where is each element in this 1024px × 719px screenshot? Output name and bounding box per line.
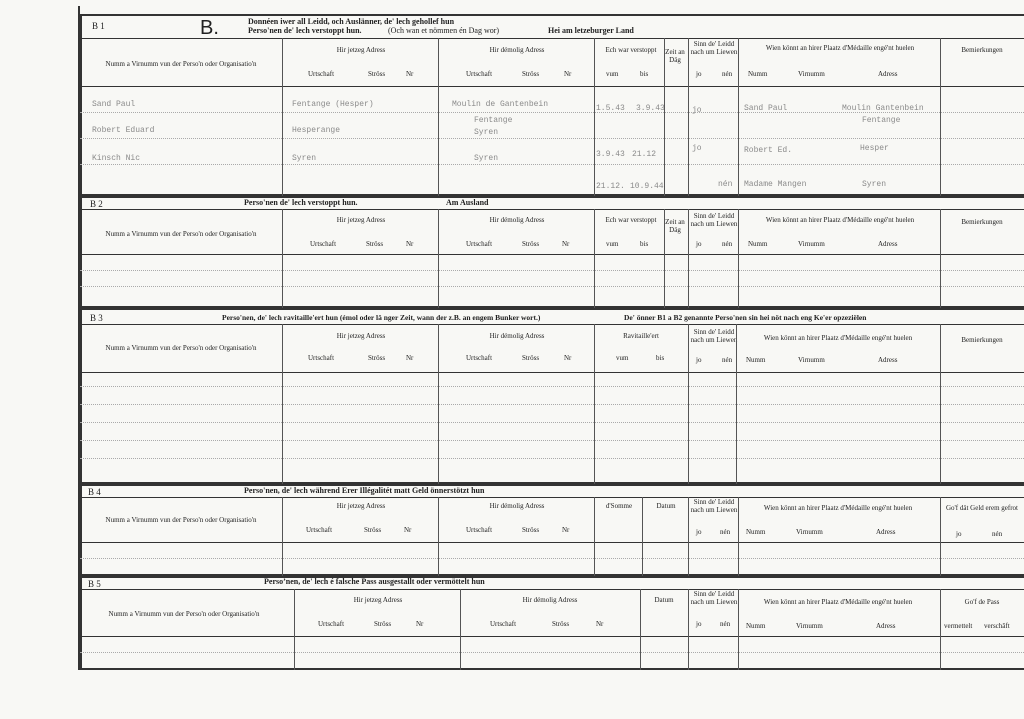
b2-header-days: Zeit an Däg (665, 218, 685, 234)
b4-header-money-yes: jo (956, 530, 962, 538)
b1-row4-old: Syren (474, 154, 499, 163)
b1-title-line1: Donnéen iwer all Leidd, och Auslänner, de' lech gehollef hun (248, 17, 455, 26)
b5-header-name: Numm a Virnumm vun der Perso'n oder Organisatio'n (108, 610, 260, 618)
b2-region: Am Ausland (446, 198, 489, 207)
b5-header-date: Datum (654, 596, 674, 604)
b1-title-note: (Och wan et nömmen én Dag wor) (388, 26, 500, 35)
b5-col-line (738, 589, 739, 670)
b4-header-m-address: Adress (876, 528, 896, 536)
b4-col-line (688, 497, 689, 576)
b4-header-old: Hir démolig Adress (489, 502, 545, 510)
b1-row-line (80, 112, 1024, 113)
b5-header-m-firstname: Virnumm (796, 622, 823, 630)
b3-row-line (80, 404, 1024, 405)
b5-code: B 5 (88, 579, 101, 589)
b4-header-street: Ströss (364, 526, 382, 534)
b1-title-region: Hei am letzeburger Land (548, 26, 634, 35)
b2-col-line (594, 209, 595, 308)
b1-row5-medal-name: Madame Mangen (744, 180, 807, 189)
b3-header-rule (80, 372, 1024, 373)
b1-header-no: nén (722, 70, 733, 78)
b1-row1-from: 1.5.43 (596, 104, 625, 113)
b1-row4-current: Syren (292, 154, 317, 163)
b1-header-days: Zeit an Däg (665, 48, 685, 64)
b1-col-line (940, 38, 941, 196)
b2-header-nr: Nr (406, 240, 414, 248)
b1-row4-from: 3.9.43 (596, 150, 625, 159)
b1-row4-to: 21.12 (632, 150, 657, 159)
b1-row1-yes: jo (692, 106, 702, 115)
b3-header-suffered: Sinn de' Leidd nach um Liewen (690, 328, 738, 344)
b4-header-name: Numm a Virnumm vun der Perso'n oder Organisatio'n (105, 516, 257, 524)
b1-header-medal: Wien könnt an hirer Plaatz d'Médaille engé'nt huelen (765, 44, 915, 52)
b1-header-m-address: Adress (878, 70, 898, 78)
b5-header-old-street: Ströss (552, 620, 570, 628)
b5-header-pass: Go'f de Pass (964, 598, 1000, 606)
b4-col-line (738, 497, 739, 576)
b5-col-line (294, 589, 295, 670)
b4-title: Perso'nen, de' lech während Erer Illégalitét matt Geld önnerstötzt hun (244, 486, 485, 495)
b1-letter: B. (200, 17, 219, 39)
b1-header-old-town: Urtschaft (466, 70, 493, 78)
b2-title-rule (80, 209, 1024, 210)
b2-header-hid: Ech war verstoppt (605, 216, 657, 224)
b3-header-town: Urtschaft (308, 354, 335, 362)
b5-header-current: Hir jetzeg Adress (353, 596, 403, 604)
b4-header-old-nr: Nr (562, 526, 570, 534)
b1-row1-current: Fentange (Hesper) (292, 100, 374, 109)
b2-col-line (688, 209, 689, 308)
b2-header-name: Numm a Virnumm vun der Perso'n oder Organisatio'n (105, 230, 257, 238)
b4-header-sum: d'Somme (605, 502, 633, 510)
b4-col-line (282, 497, 283, 576)
b2-code: B 2 (90, 199, 103, 209)
b2-col-line (738, 209, 739, 308)
b5-col-line (688, 589, 689, 670)
b1-row1-medal-address: Moulin Gantenbein (842, 104, 924, 113)
b3-header-old-town: Urtschaft (466, 354, 493, 362)
b2-title: Perso'nen de' lech verstoppt hun. (244, 198, 358, 207)
b1-code: B 1 (92, 21, 105, 31)
b5-header-m-name: Numm (746, 622, 766, 630)
b3-header-m-address: Adress (878, 356, 898, 364)
b5-header-yes: jo (696, 620, 702, 628)
b2-header-yes: jo (696, 240, 702, 248)
b3-header-supplied: Ravitaille'ert (623, 332, 659, 340)
b1-title-rule (80, 38, 1024, 39)
b1-header-old-street: Ströss (522, 70, 540, 78)
b1-col-line (282, 38, 283, 196)
b2-header-town: Urtschaft (310, 240, 337, 248)
b4-header-current: Hir jetzeg Adress (336, 502, 386, 510)
b4-header-money-no: nén (992, 530, 1003, 538)
b2-header-rule (80, 254, 1024, 255)
b2-header-old-nr: Nr (562, 240, 570, 248)
b1-header-rule (80, 86, 1024, 87)
b3-header-to: bis (656, 354, 665, 362)
b2-header-remarks: Bemierkungen (961, 218, 1003, 226)
b3-header-m-name: Numm (746, 356, 766, 364)
b3-header-nr: Nr (406, 354, 414, 362)
b1-title-line2: Perso'nen de' lech verstoppt hun. (248, 26, 362, 35)
b5-title: Persoʼnen, de' lech é falsche Pass ausgestallt oder vermöttelt hun (264, 577, 485, 586)
b3-header-old: Hir démolig Adress (489, 332, 545, 340)
b5-header-no: nén (720, 620, 731, 628)
b2-row-line (80, 270, 1024, 271)
b1-header-old: Hir démolig Adress (489, 46, 545, 54)
b1-row3-current: Hesperange (292, 126, 341, 135)
b5-header-old-town: Urtschaft (490, 620, 517, 628)
b1-row5-no: nén (718, 180, 733, 189)
b2-header-m-address: Adress (878, 240, 898, 248)
b3-row-line (80, 422, 1024, 423)
b2-row-line (80, 286, 1024, 287)
b4-code: B 4 (88, 487, 101, 497)
b2-header-from: vum (606, 240, 619, 248)
b3-header-old-nr: Nr (564, 354, 572, 362)
b3-header-yes: jo (696, 356, 702, 364)
b4-title-rule (80, 497, 1024, 498)
b1-col-line (438, 38, 439, 196)
b1-row-line (80, 164, 1024, 165)
b1-col-line (738, 38, 739, 196)
b3-header-old-street: Ströss (522, 354, 540, 362)
b1-col-line (688, 38, 689, 196)
b4-col-line (940, 497, 941, 576)
b3-title: Perso'nen, de' lech ravitaille'ert hun (émol oder lä nger Zeit, wann der z.B. an engem Bunker wort.) (222, 313, 541, 322)
b2-col-line (664, 209, 665, 308)
b5-header-suffered: Sinn de' Leidd nach um Liewen (690, 590, 738, 606)
b1-header-town: Urtschaft (308, 70, 335, 78)
b1-row5-from: 21.12. (596, 182, 625, 191)
b1-header-current: Hir jetzeg Adress (336, 46, 386, 54)
b3-header-no: nén (722, 356, 733, 364)
b4-header-nr: Nr (404, 526, 412, 534)
b2-header-old: Hir démolig Adress (489, 216, 545, 224)
b4-col-line (594, 497, 595, 576)
b1-row1-name: Sand Paul (92, 100, 136, 109)
b5-header-pass-yes: vermettelt (944, 622, 973, 630)
b1-header-old-nr: Nr (564, 70, 572, 78)
b4-header-old-town: Urtschaft (466, 526, 493, 534)
b3-header-from: vum (616, 354, 629, 362)
b3-header-current: Hir jetzeg Adress (336, 332, 386, 340)
b3-code: B 3 (90, 313, 103, 323)
b2-header-old-town: Urtschaft (466, 240, 493, 248)
b3-row-line (80, 440, 1024, 441)
b1-row2-old: Fentange (474, 116, 513, 125)
b2-header-m-firstname: Virnumm (798, 240, 825, 248)
b1-row4-medal-name: Robert Ed. (744, 146, 793, 155)
b4-header-old-street: Ströss (522, 526, 540, 534)
b5-col-line (940, 589, 941, 670)
b1-row4-medal-address: Hesper (860, 144, 889, 153)
b5-header-medal: Wien könnt an hirer Plaatz d'Médaille engé'nt huelen (763, 598, 913, 606)
b3-row-line (80, 386, 1024, 387)
b2-header-medal: Wien könnt an hirer Plaatz d'Médaille engé'nt huelen (765, 216, 915, 224)
b1-header-remarks: Bemierkungen (961, 46, 1003, 54)
b3-title-rule (80, 324, 1024, 325)
b2-header-street: Ströss (366, 240, 384, 248)
b1-header-from: vum (606, 70, 619, 78)
b4-header-money-back: Go'f dät Geld erem gefrot (945, 504, 1018, 512)
b1-header-hid: Ech war verstoppt (605, 46, 657, 54)
b2-header-no: nén (722, 240, 733, 248)
b4-col-line (438, 497, 439, 576)
b1-row5-to: 10.9.44 (630, 182, 664, 191)
b3-header-medal: Wien könnt an hirer Plaatz d'Médaille engé'nt huelen (763, 334, 913, 342)
b5-header-old-nr: Nr (596, 620, 604, 628)
b5-header-m-address: Adress (876, 622, 896, 630)
b1-header-name: Numm a Virnumm vun der Perso'n oder Organisatio'n (105, 60, 257, 68)
b5-header-street: Ströss (374, 620, 392, 628)
b1-row5-medal-address: Syren (862, 180, 887, 189)
b1-row4-yes: jo (692, 144, 702, 153)
b1-row3-name: Robert Eduard (92, 126, 155, 135)
b2-header-old-street: Ströss (522, 240, 540, 248)
b4-header-medal: Wien könnt an hirer Plaatz d'Médaille engé'nt huelen (763, 504, 913, 512)
b5-header-town: Urtschaft (318, 620, 345, 628)
b2-col-line (940, 209, 941, 308)
b1-row1-to: 3.9.43 (636, 104, 665, 113)
b1-row3-old: Syren (474, 128, 499, 137)
b4-header-m-firstname: Virnumm (796, 528, 823, 536)
b4-header-rule (80, 542, 1024, 543)
b1-col-line (594, 38, 595, 196)
b5-row-line (80, 652, 1024, 653)
b2-header-current: Hir jetzeg Adress (336, 216, 386, 224)
b3-header-street: Ströss (368, 354, 386, 362)
b4-col-line (642, 497, 643, 576)
b1-col-line (664, 38, 665, 196)
b1-row4-name: Kinsch Nic (92, 154, 141, 163)
b1-header-suffered: Sinn de' Leidd nach um Liewen (690, 40, 738, 56)
b2-header-to: bis (640, 240, 649, 248)
b4-header-town: Urtschaft (306, 526, 333, 534)
b4-header-m-name: Numm (746, 528, 766, 536)
b1-header-m-firstname: Virnumm (798, 70, 825, 78)
b3-header-m-firstname: Virnumm (798, 356, 825, 364)
b5-header-old: Hir démolig Adress (522, 596, 578, 604)
b3-row-line (80, 458, 1024, 459)
b1-header-street: Ströss (368, 70, 386, 78)
b1-row1-medal-name: Sand Paul (744, 104, 788, 113)
b4-header-suffered: Sinn de' Leidd nach um Liewen (690, 498, 738, 514)
b1-header-to: bis (640, 70, 649, 78)
b3-header-name: Numm a Virnumm vun der Perso'n oder Organisatio'n (105, 344, 257, 352)
b2-col-line (282, 209, 283, 308)
b4-row-line (80, 558, 1024, 559)
b5-title-rule (80, 589, 1024, 590)
b2-header-suffered: Sinn de' Leidd nach um Liewen (690, 212, 738, 228)
b3-header-remarks: Bemierkungen (961, 336, 1003, 344)
section-b2 (80, 196, 1024, 308)
b5-col-line (640, 589, 641, 670)
b5-col-line (460, 589, 461, 670)
b3-note: De' önner B1 a B2 genannte Perso'nen sin hei nöt nach eng Ke'er opzeziëlen (624, 313, 867, 322)
b1-header-nr: Nr (406, 70, 414, 78)
b5-header-rule (80, 636, 1024, 637)
b1-header-m-name: Numm (748, 70, 768, 78)
b2-header-m-name: Numm (748, 240, 768, 248)
b1-row-line (80, 138, 1024, 139)
b5-header-nr: Nr (416, 620, 424, 628)
b2-col-line (438, 209, 439, 308)
b1-row2-medal-address: Fentange (862, 116, 901, 125)
b4-header-date: Datum (656, 502, 676, 510)
b5-header-pass-no: verschâft (984, 622, 1010, 630)
b1-header-yes: jo (696, 70, 702, 78)
b4-header-no: nén (720, 528, 731, 536)
b1-row1-old: Moulin de Gantenbein (452, 100, 549, 109)
b4-header-yes: jo (696, 528, 702, 536)
